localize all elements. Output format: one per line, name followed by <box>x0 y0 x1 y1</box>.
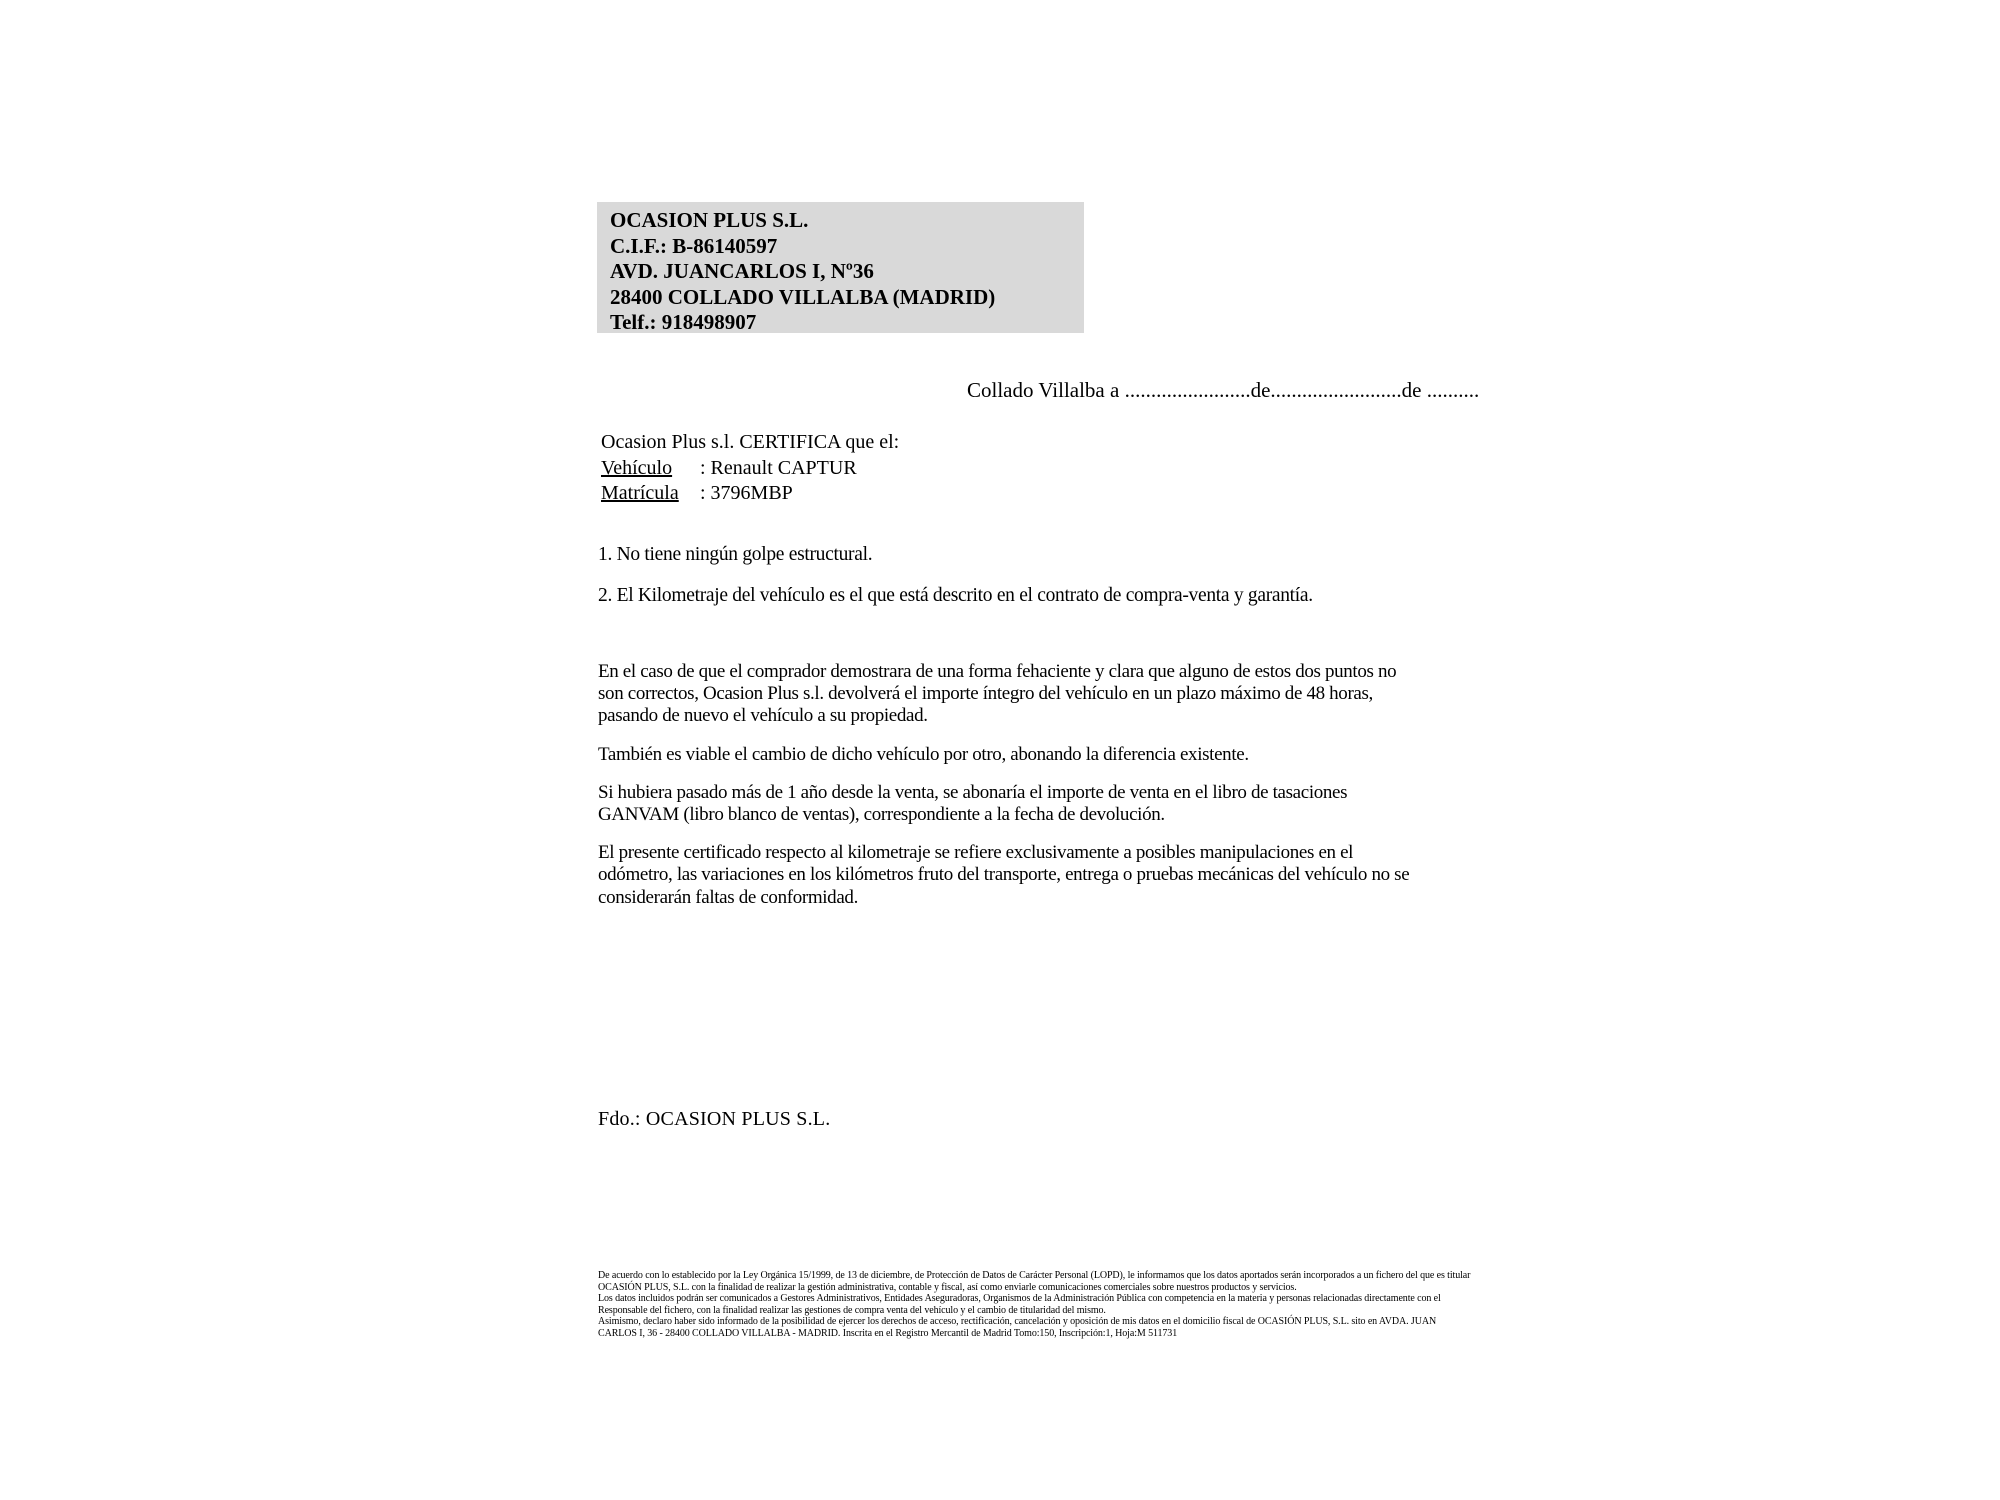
company-cif: C.I.F.: B-86140597 <box>610 233 778 258</box>
legal-footer-line-4: Responsable del fichero, con la finalidad realizar las gestiones de compra venta del vehículo y el cambio de titularidad del mismo. <box>598 1304 1106 1316</box>
legal-footer-line-1: De acuerdo con lo establecido por la Ley Orgánica 15/1999, de 13 de diciembre, de Protección de Datos de Carácter Personal (LOPD), le informamos que los datos aportados serán incorporados a un fichero del que es titular <box>598 1270 1471 1281</box>
paragraph-vehicle-exchange: También es viable el cambio de dicho vehículo por otro, abonando la diferencia existente. <box>598 743 1249 765</box>
paragraph-ganvam-valuation: Si hubiera pasado más de 1 año desde la venta, se abonaría el importe de venta en el libro de tasaciones GANVAM (libro blanco de ventas), correspondiente a la fecha de devolución. <box>598 781 1348 826</box>
plate-row <box>601 481 899 507</box>
legal-footer-line-3: Los datos incluidos podrán ser comunicados a Gestores Administrativos, Entidades Aseguradoras, Organismos de la Administración Pública con competencia en la materia y personas relacionadas directamente con el <box>598 1293 1441 1305</box>
certified-points-list <box>598 544 1313 607</box>
plate-label: Matrícula <box>601 482 679 504</box>
legal-footer-line-6: CARLOS I, 36 - 28400 COLLADO VILLALBA - MADRID. Inscrita en el Registro Mercantil de Madrid Tomo:150, Inscripción:1, Hoja:M 511731 <box>598 1327 1178 1339</box>
plate-value: : 3796MBP <box>700 482 793 504</box>
vehicle-label: Vehículo <box>601 456 673 479</box>
company-header-box <box>597 202 1084 333</box>
legal-footer-line-5: Asimismo, declaro haber sido informado de la posibilidad de ejercer los derechos de acceso, rectificación, cancelación y oposición de mis datos en el domicilio fiscal de OCASIÓN PLUS, S.L. sito en AVDA. JUAN <box>598 1316 1437 1328</box>
vehicle-row <box>601 456 899 482</box>
certification-block <box>601 430 899 507</box>
company-city: 28400 COLLADO VILLALBA (MADRID) <box>610 284 996 309</box>
point-1: 1. No tiene ningún golpe estructural. <box>598 544 873 565</box>
company-name: OCASION PLUS S.L. <box>610 208 809 232</box>
company-phone: Telf.: 918498907 <box>610 310 757 335</box>
legal-footer-line-2: OCASIÓN PLUS, S.L. con la finalidad de realizar la gestión administrativa, contable y fiscal, así como enviarle comunicaciones comerciales sobre nuestros productos y servicios. <box>598 1281 1297 1293</box>
company-address: AVD. JUANCARLOS I, Nº36 <box>610 259 874 284</box>
date-fill-in-line: Collado Villalba a ........................de.........................de .......... <box>967 378 1480 402</box>
paragraph-refund-condition: En el caso de que el comprador demostrara de una forma fehaciente y clara que alguno de estos dos puntos no son correctos, Ocasion Plus s.l. devolverá el importe íntegro del vehículo en un plazo máximo de 48 horas, pasando de nuevo el vehículo a su propiedad. <box>598 661 1397 727</box>
certification-intro: Ocasion Plus s.l. CERTIFICA que el: <box>601 431 900 453</box>
legal-footer <box>598 1270 1471 1340</box>
signature-line: Fdo.: OCASION PLUS S.L. <box>598 1108 831 1130</box>
paragraph-odometer-disclaimer: El presente certificado respecto al kilometraje se refiere exclusivamente a posibles manipulaciones en el odómetro, las variaciones en los kilómetros fruto del transporte, entrega o pruebas mecánicas del vehículo no se considerarán faltas de conformidad. <box>598 842 1410 908</box>
vehicle-value: : Renault CAPTUR <box>700 456 857 479</box>
terms-paragraphs <box>598 661 1422 925</box>
point-2: 2. El Kilometraje del vehículo es el que está descrito en el contrato de compra-venta y garantía. <box>598 585 1313 606</box>
